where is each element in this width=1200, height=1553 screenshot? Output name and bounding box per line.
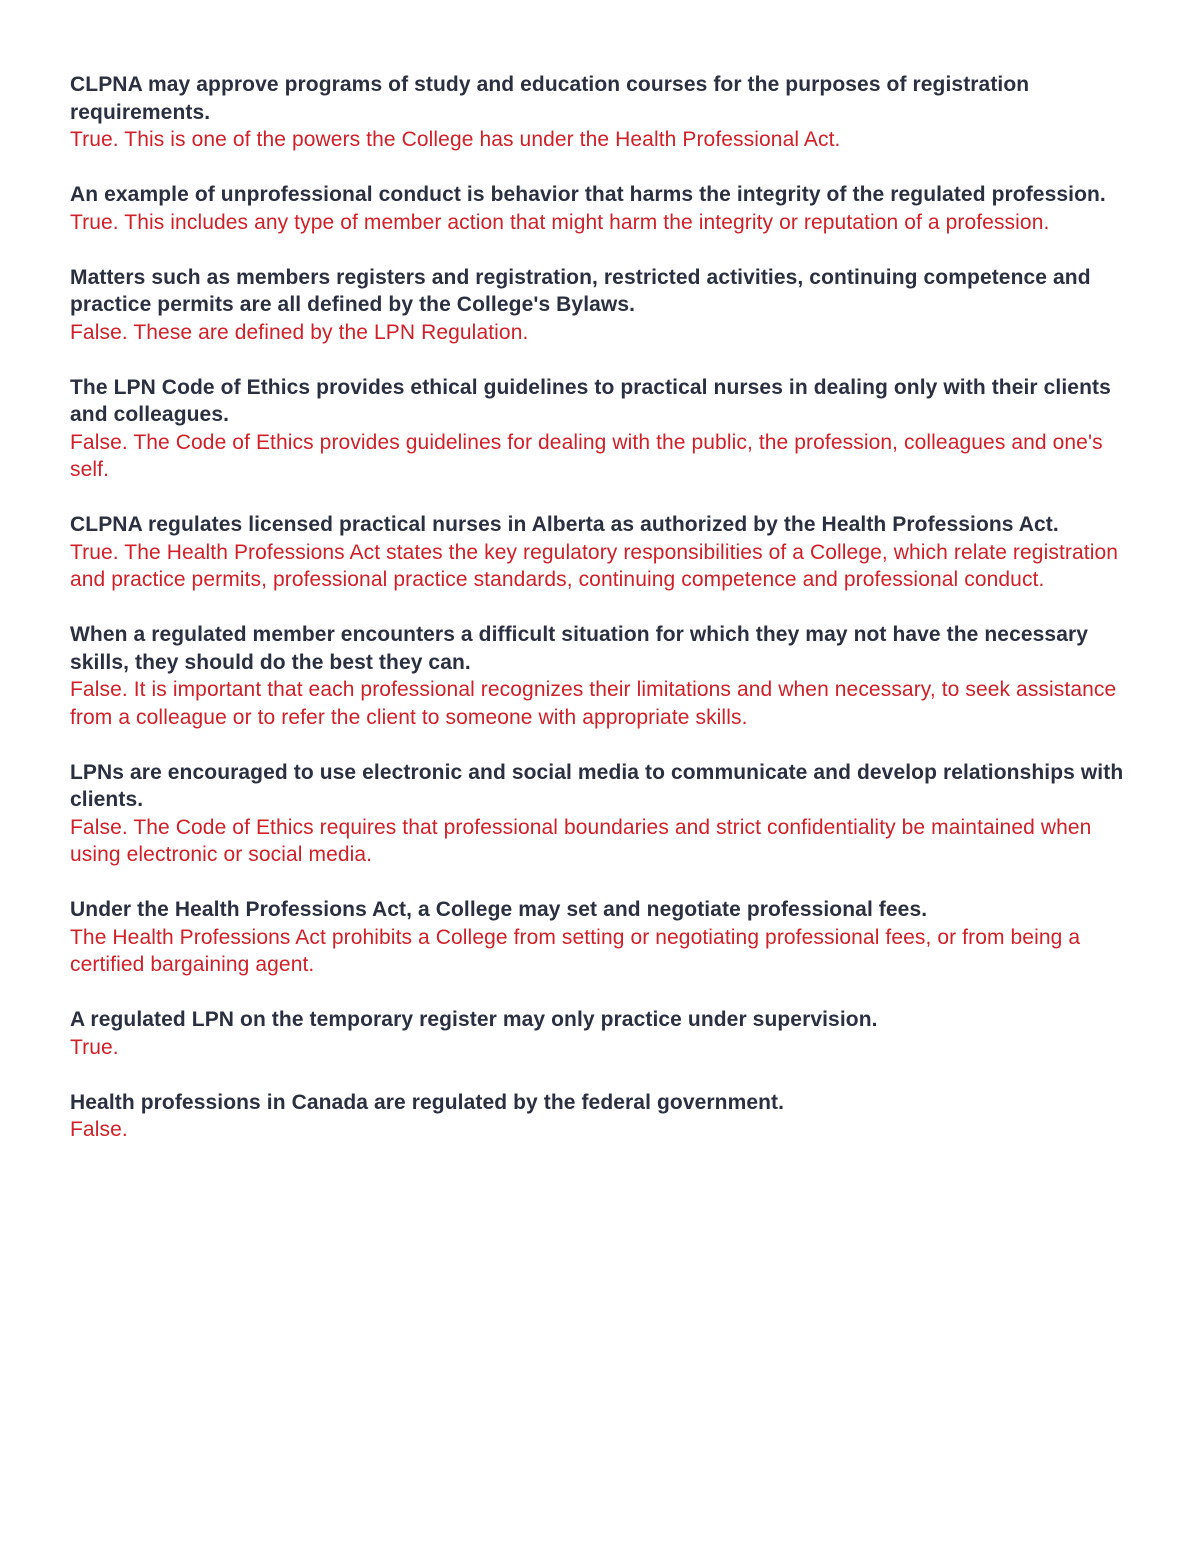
qa-item-9	[70, 1006, 1130, 1061]
qa-item-2	[70, 181, 1130, 236]
document-page	[70, 71, 1130, 1171]
qa-item-6	[70, 621, 1130, 731]
answer-text: False. The Code of Ethics requires that professional boundaries and strict confidentiality be maintained when using electronic or social media.	[70, 815, 1092, 866]
answer-text: True. This includes any type of member action that might harm the integrity or reputation of a profession.	[70, 210, 1050, 234]
answer-text: The Health Professions Act prohibits a College from setting or negotiating professional fees, or from being a certified bargaining agent.	[70, 925, 1081, 976]
qa-item-7	[70, 759, 1130, 869]
qa-item-4	[70, 374, 1130, 484]
qa-item-1	[70, 71, 1130, 154]
qa-item-10	[70, 1089, 1130, 1144]
answer-text: True.	[70, 1035, 119, 1059]
question-text: Health professions in Canada are regulated by the federal government.	[70, 1090, 785, 1114]
question-text: Under the Health Professions Act, a College may set and negotiate professional fees.	[70, 898, 928, 921]
answer-text: False. These are defined by the LPN Regulation.	[70, 320, 529, 344]
question-text: The LPN Code of Ethics provides ethical guidelines to practical nurses in dealing only with their clients and colleagues.	[70, 375, 1111, 426]
question-text: When a regulated member encounters a difficult situation for which they may not have the necessary skills, they should do the best they can.	[70, 623, 1089, 674]
answer-text: False. The Code of Ethics provides guidelines for dealing with the public, the profession, colleagues and one's self.	[70, 430, 1103, 481]
question-text: A regulated LPN on the temporary register may only practice under supervision.	[70, 1008, 878, 1031]
answer-text: True. This is one of the powers the College has under the Health Professional Act.	[70, 128, 841, 151]
qa-item-8	[70, 896, 1130, 979]
qa-item-3	[70, 264, 1130, 347]
question-text: CLPNA may approve programs of study and education courses for the purposes of registration requirements.	[70, 73, 1030, 124]
question-text: Matters such as members registers and registration, restricted activities, continuing competence and practice permits are all defined by the College's Bylaws.	[70, 265, 1091, 316]
answer-text: False. It is important that each professional recognizes their limitations and when necessary, to seek assistance from a colleague or to refer the client to someone with appropriate skills.	[70, 678, 1117, 729]
question-text: CLPNA regulates licensed practical nurses in Alberta as authorized by the Health Professions Act.	[70, 513, 1059, 536]
question-text: LPNs are encouraged to use electronic and social media to communicate and develop relationships with clients.	[70, 760, 1124, 811]
answer-text: False.	[70, 1118, 128, 1141]
qa-item-5	[70, 511, 1130, 594]
answer-text: True. The Health Professions Act states the key regulatory responsibilities of a College, which relate registration and practice permits, professional practice standards, continuing competence and professional conduct.	[70, 540, 1119, 591]
question-text: An example of unprofessional conduct is behavior that harms the integrity of the regulated profession.	[70, 183, 1106, 206]
